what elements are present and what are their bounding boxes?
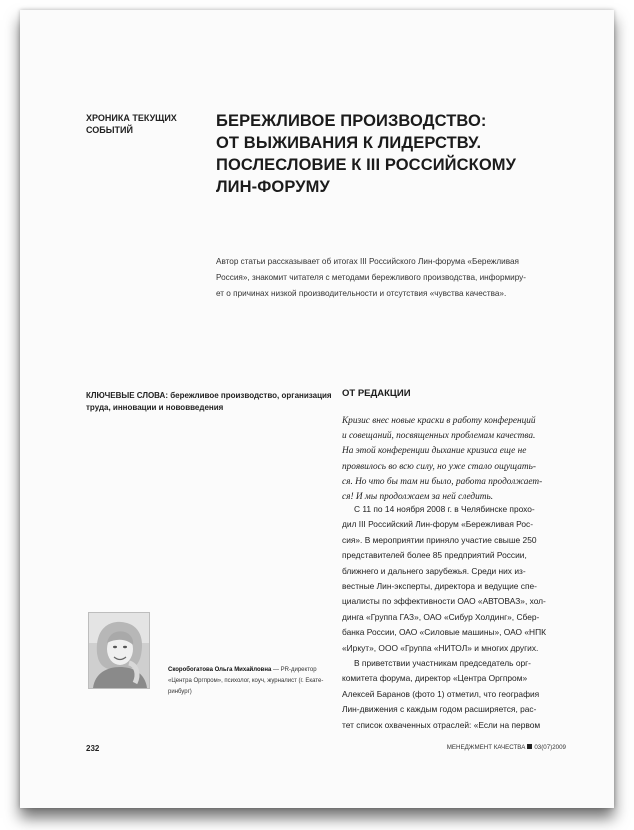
rubric-line: ХРОНИКА ТЕКУЩИХ [86, 113, 177, 123]
body-line: В приветствии участникам председатель орг- [354, 658, 531, 669]
body-line: С 11 по 14 ноября 2008 г. в Челябинске прохо- [354, 504, 535, 514]
square-bullet-icon [527, 744, 532, 749]
title-line: ОТ ВЫЖИВАНИЯ К ЛИДЕРСТВУ. [216, 134, 482, 152]
title-line: ПОСЛЕСЛОВИЕ К III РОССИЙСКОМУ [216, 156, 516, 174]
page-number: 232 [86, 744, 100, 753]
body-line: представителей более 85 предприятий России, [342, 550, 527, 561]
article-title [216, 110, 536, 198]
body-line: комитета форума, директор «Центра Оргпром» [342, 673, 528, 684]
keywords [86, 390, 336, 414]
keywords-line: КЛЮЧЕВЫЕ СЛОВА: бережливое производство, организация [86, 391, 332, 400]
abstract-line: Россия», знакомит читателя с методами бережливого производства, информиру- [216, 273, 526, 282]
journal-name: МЕНЕДЖМЕНТ КАЧЕСТВА [446, 744, 526, 751]
section-rubric [86, 112, 196, 136]
body-line: Алексей Баранов (фото 1) отметил, что география [342, 688, 540, 699]
bio-line [168, 665, 338, 676]
article-abstract [216, 254, 606, 302]
bio-line: ринбург) [168, 689, 192, 695]
issue-number: 03(07)2009 [534, 744, 566, 751]
body-line: банка России, ОАО «Силовые машины», ОАО «НПК [342, 627, 546, 638]
body-line: динга «Группа ГАЗ», ОАО «Сибур Холдинг», Сбер- [342, 611, 540, 622]
editor-note-line: проявилось во всю силу, но уже стало ощущать- [342, 461, 536, 472]
body-line: тет список охваченных отраслей: «Если на первом [342, 719, 541, 730]
abstract-line: Автор статьи рассказывает об итогах III Российского Лин-форума «Бережливая [216, 257, 519, 266]
body-line: дил III Российский Лин-форум «Бережливая Рос- [342, 519, 534, 530]
author-portrait-image [89, 613, 149, 688]
body-line: «Иркут», ООО «Группа «НИТОЛ» и многих других. [342, 642, 539, 653]
body-line: вестные Лин-эксперты, директора и ведущие спе- [342, 581, 537, 592]
keywords-line: труда, инновации и нововведения [86, 403, 224, 412]
author-bio [168, 665, 338, 698]
editor-note [342, 414, 602, 505]
abstract-line: ет о причинах низкой производительности и отсутствия «чувства качества». [216, 289, 507, 298]
title-line: ЛИН-ФОРУМУ [216, 178, 330, 196]
author-name: Скоробогатова Ольга Михайловна [168, 667, 272, 673]
editor-note-line: ся! И мы продолжаем за ней следить. [342, 492, 494, 503]
body-line: Лин-движения с каждым годом расширяется, рас- [342, 704, 537, 715]
body-line: ближнего и дальнего зарубежья. Среди них из- [342, 565, 526, 576]
body-line: сия». В мероприятии приняло участие свыше 250 [342, 534, 537, 545]
magazine-page [20, 10, 614, 808]
bio-line: «Центра Оргпром», психолог, коуч, журналист (г. Екате- [168, 678, 324, 684]
title-line: БЕРЕЖЛИВОЕ ПРОИЗВОДСТВО: [216, 112, 487, 130]
editor-heading: ОТ РЕДАКЦИИ [342, 388, 411, 399]
author-photo [88, 612, 150, 689]
body-line: циалисты по эффективности ОАО «АВТОВАЗ», хол- [342, 596, 546, 607]
editor-note-line: На этой конференции дыхание кризиса еще не [342, 446, 527, 457]
article-body [342, 502, 602, 733]
journal-footer [447, 744, 566, 751]
rubric-line: СОБЫТИЙ [86, 125, 133, 135]
editor-note-line: ся. Но что бы там ни было, работа продолжает- [342, 476, 543, 487]
author-role: — PR-директор [271, 667, 317, 673]
editor-note-line: и совещаний, посвященных проблемам качества. [342, 431, 536, 442]
editor-note-line: Кризис внес новые краски в работу конференций [342, 416, 536, 426]
